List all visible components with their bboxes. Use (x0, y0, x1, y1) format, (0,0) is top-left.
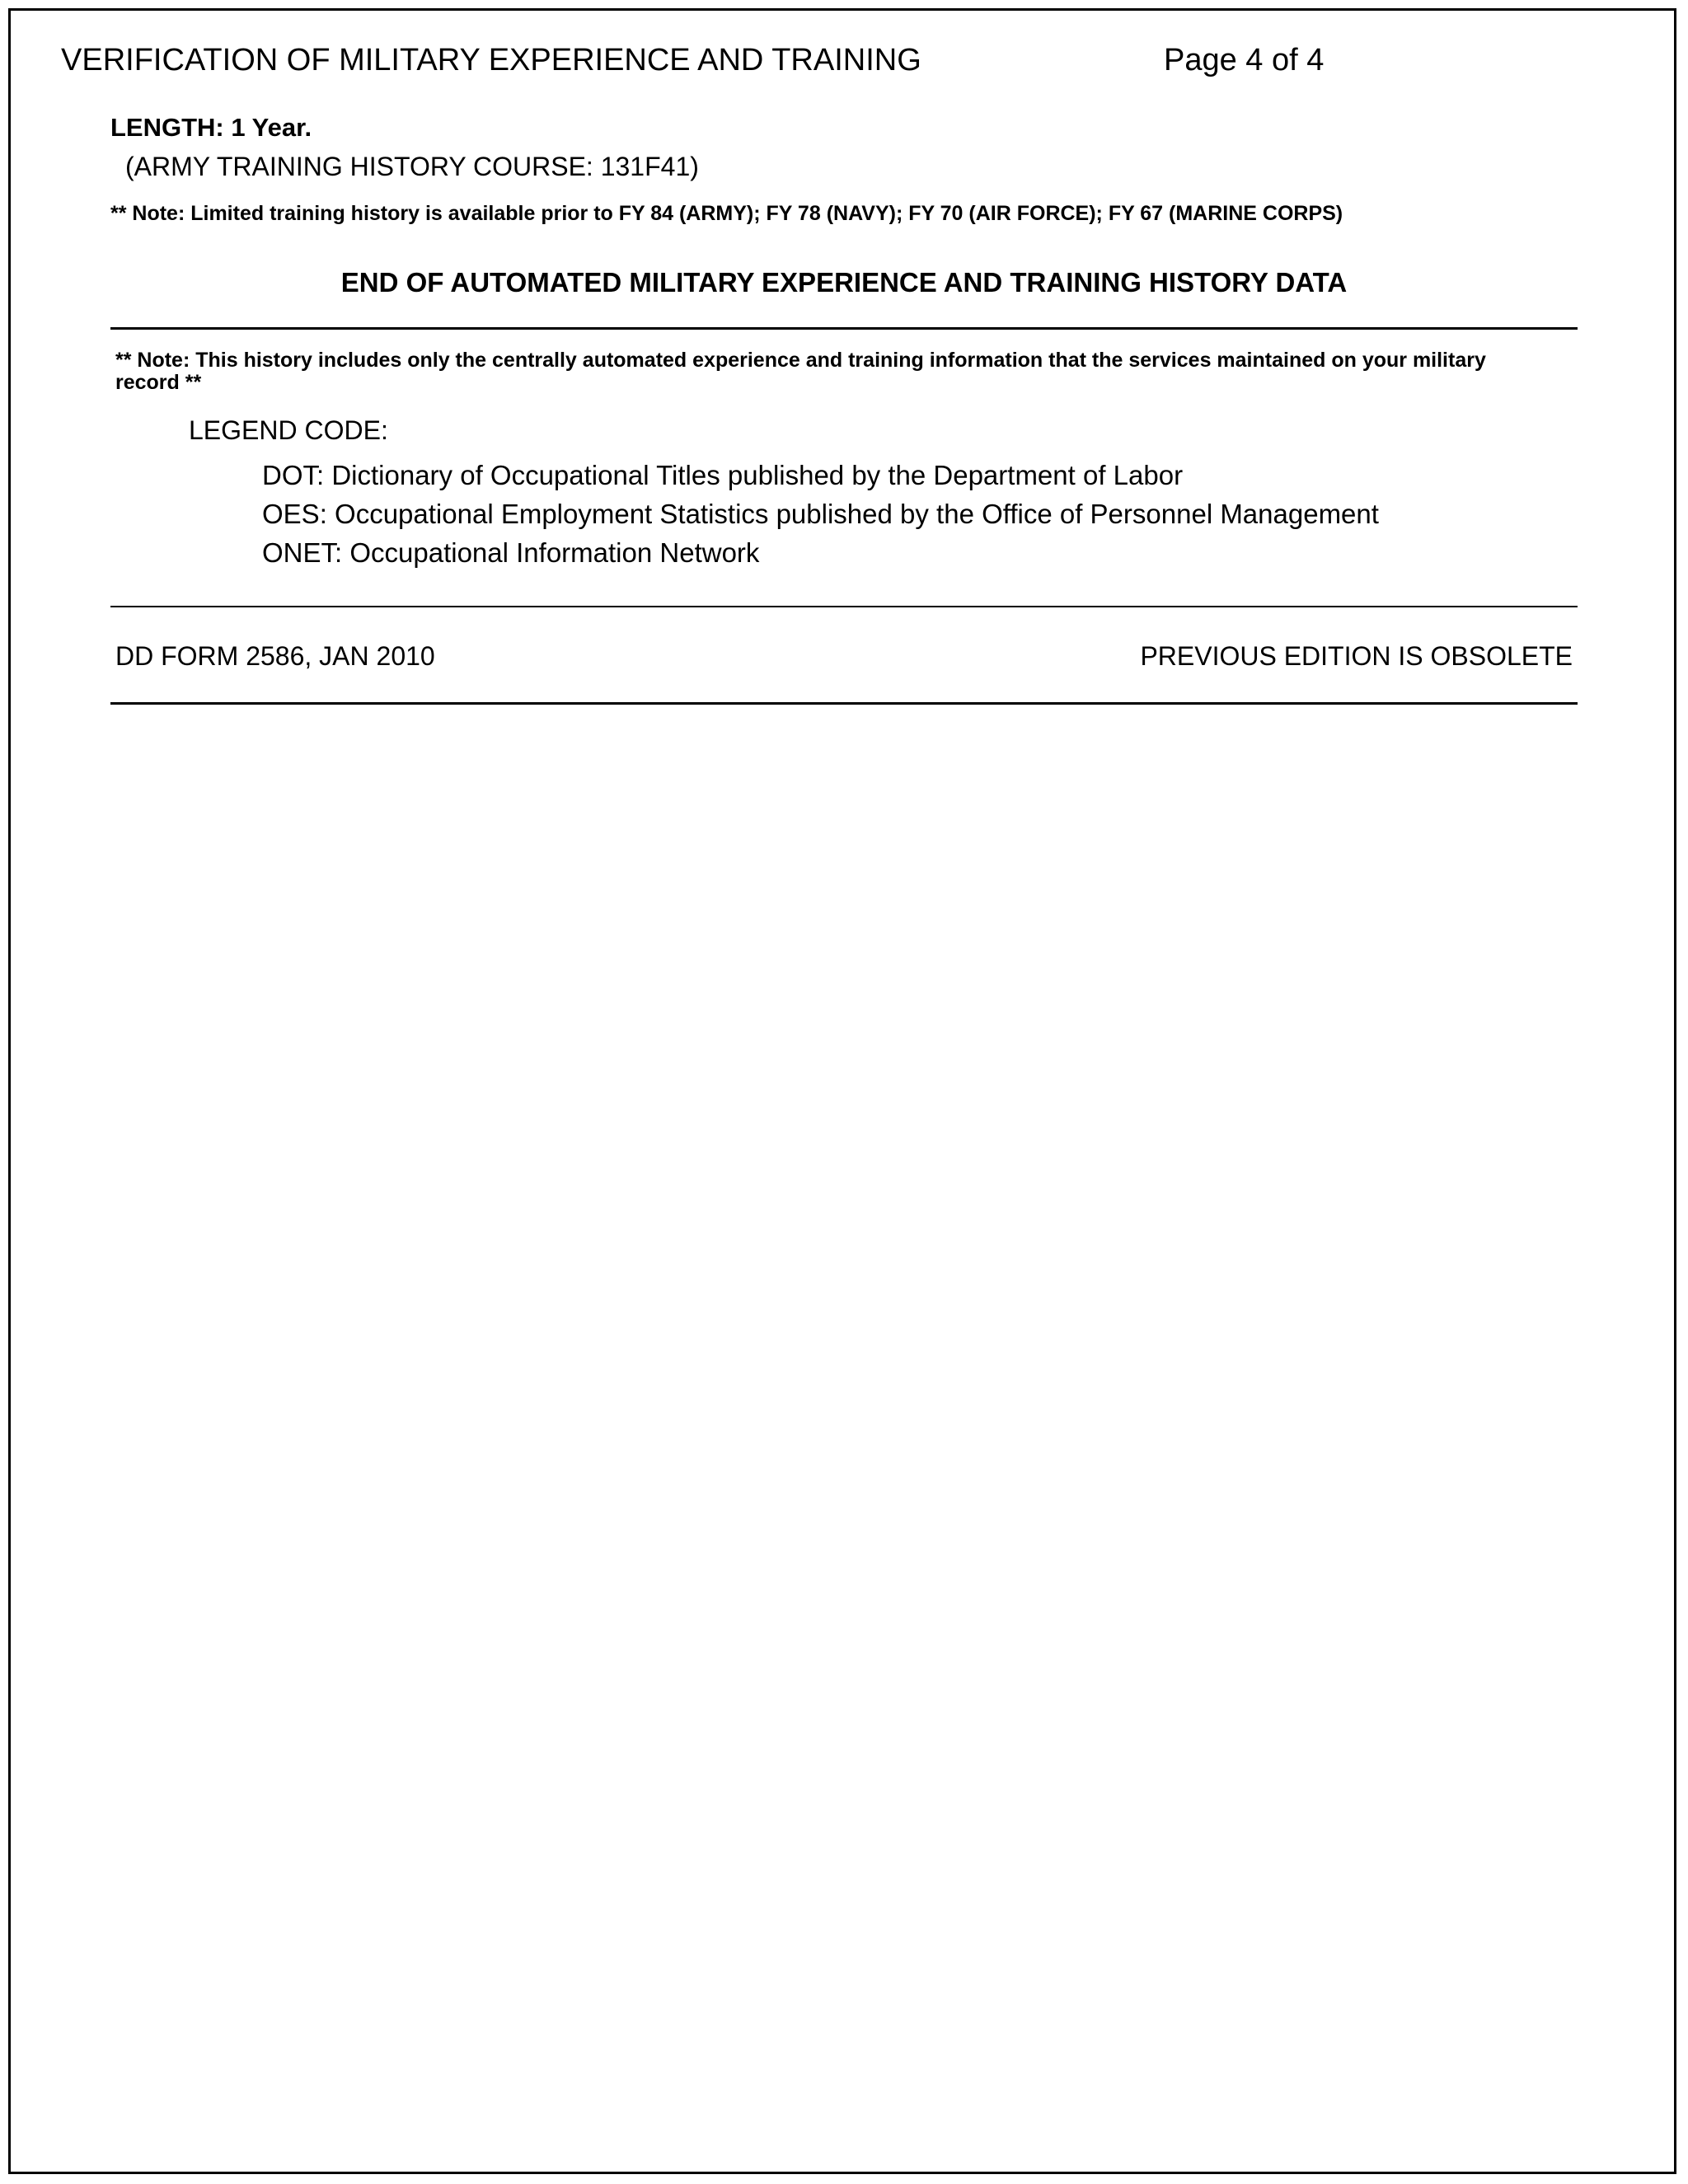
page-indicator: Page 4 of 4 (1164, 43, 1325, 77)
history-scope-note: ** Note: This history includes only the centrally automated experience and training information that the services maintained on your military record ** (115, 349, 1486, 394)
legend-item-oes: OES: Occupational Employment Statistics published by the Office of Personnel Management (262, 499, 1379, 529)
limited-history-note: ** Note: Limited training history is available prior to FY 84 (ARMY); FY 78 (NAVY); FY 70 (AIR FORCE); FY 67 (MARINE CORPS) (110, 202, 1343, 225)
legend-item-onet: ONET: Occupational Information Network (262, 537, 760, 568)
legend-title: LEGEND CODE: (189, 415, 388, 445)
end-of-data-heading: END OF AUTOMATED MILITARY EXPERIENCE AND TRAINING HISTORY DATA (340, 267, 1348, 298)
divider-middle (110, 606, 1578, 607)
divider-top (110, 327, 1578, 330)
legend-item-dot: DOT: Dictionary of Occupational Titles published by the Department of Labor (262, 460, 1184, 490)
divider-bottom (110, 702, 1578, 705)
edition-note: PREVIOUS EDITION IS OBSOLETE (1140, 641, 1573, 671)
page-border (8, 8, 1676, 2174)
form-identifier: DD FORM 2586, JAN 2010 (115, 641, 435, 671)
length-field: LENGTH: 1 Year. (110, 113, 312, 142)
course-field: (ARMY TRAINING HISTORY COURSE: 131F41) (125, 152, 699, 181)
document-title: VERIFICATION OF MILITARY EXPERIENCE AND TRAINING (61, 43, 921, 77)
